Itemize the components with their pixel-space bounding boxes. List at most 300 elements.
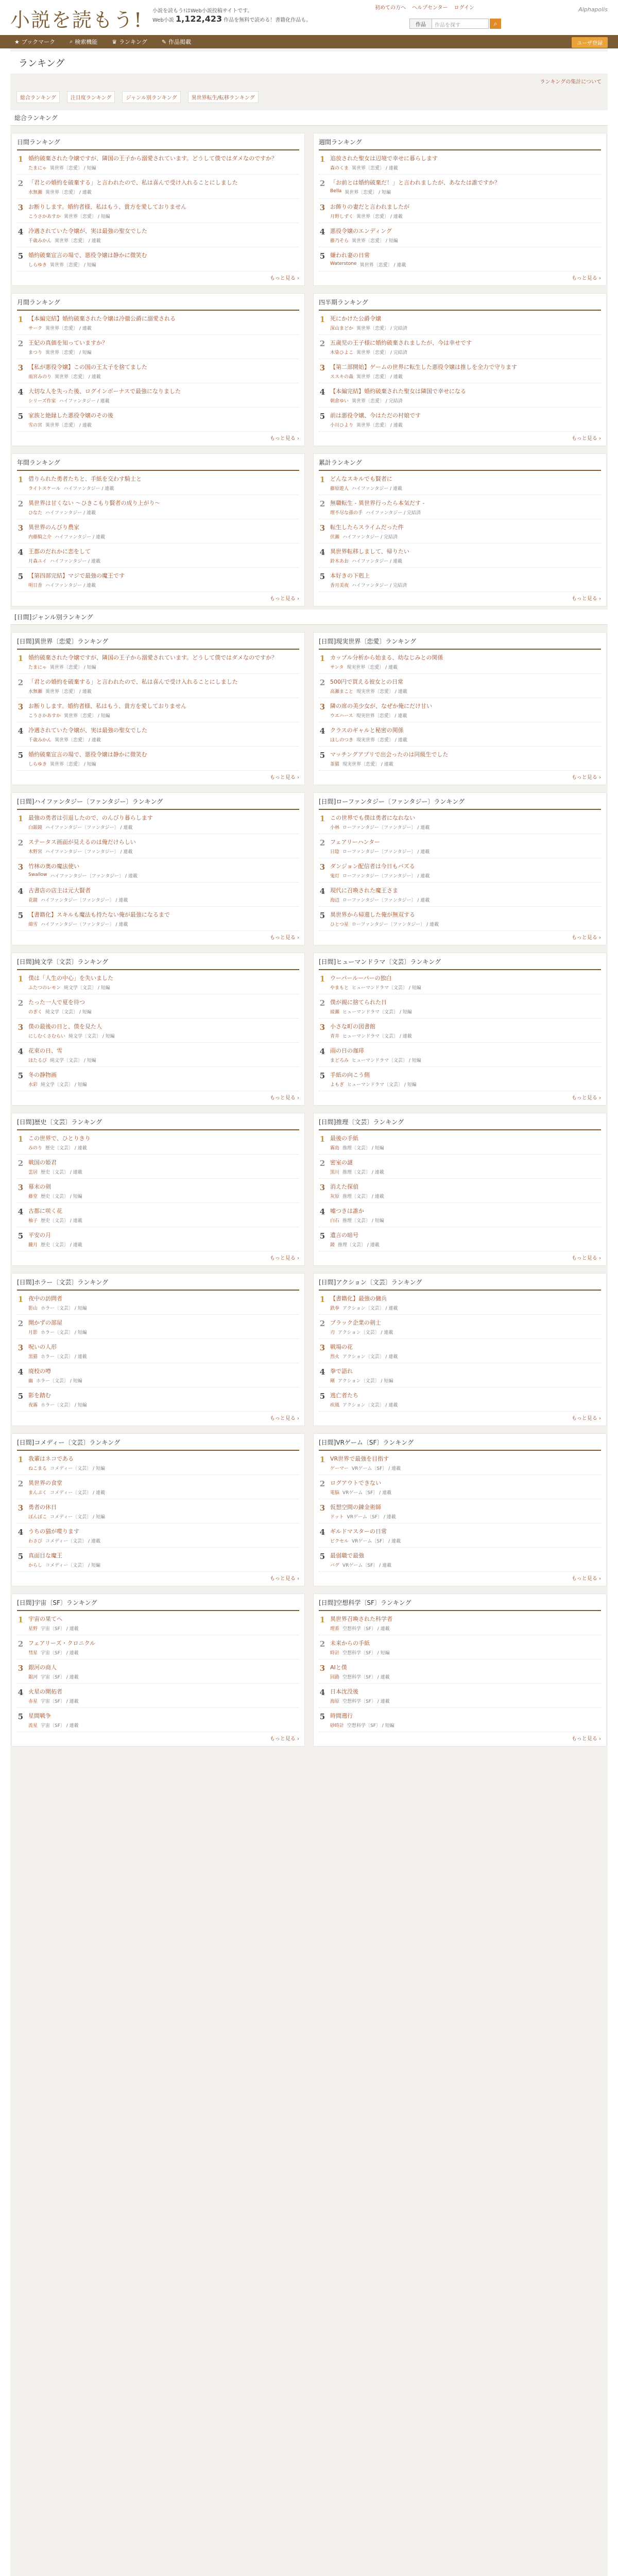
- ranking-entry: [17, 247, 299, 272]
- author-link[interactable]: 雲居: [28, 1170, 38, 1175]
- novel-title-link[interactable]: 宇宙の果てへ: [28, 1616, 62, 1622]
- more-link[interactable]: もっと見る ›: [269, 1095, 299, 1101]
- novel-title-link[interactable]: どんなスキルでも賢者に: [330, 476, 392, 482]
- entry-body: [330, 1231, 601, 1248]
- novel-title-link[interactable]: 僕は「人生の中心」を失いました: [28, 975, 113, 981]
- author-link[interactable]: 日陰: [330, 850, 340, 855]
- author-link[interactable]: たまにゃ: [28, 665, 47, 670]
- ranking-entry: [319, 1203, 601, 1227]
- more-link[interactable]: もっと見る ›: [269, 1736, 299, 1742]
- entry-body: [330, 179, 601, 195]
- nav-search[interactable]: ⌕ 検索機能: [70, 38, 98, 45]
- novel-title-link[interactable]: ダンジョン配信者は今日もバズる: [330, 863, 415, 870]
- author-link[interactable]: 理不尽な孫の手: [330, 511, 363, 516]
- novel-title-link[interactable]: 手紙の向こう側: [330, 1072, 370, 1078]
- entry-meta: [28, 712, 299, 719]
- novel-title-link[interactable]: 我輩はネコである: [28, 1455, 74, 1462]
- novel-title-link[interactable]: 戦場の花: [330, 1344, 353, 1350]
- author-link[interactable]: わさび: [28, 1539, 43, 1544]
- novel-title-link[interactable]: 影を踏む: [28, 1392, 51, 1399]
- author-link[interactable]: まんぷく: [28, 1490, 47, 1496]
- genre-label: 異世界〔恋愛〕 / 短編: [345, 190, 391, 195]
- novel-title-link[interactable]: 花束の日、雪: [28, 1047, 62, 1054]
- register-button[interactable]: ユーザ登録: [572, 37, 608, 48]
- novel-title-link[interactable]: 家族と絶縁した悪役令嬢のその後: [28, 412, 113, 419]
- author-link[interactable]: 月野しずく: [330, 214, 354, 219]
- more-link[interactable]: もっと見る ›: [571, 775, 601, 781]
- author-link[interactable]: 朝倉ゆい: [330, 399, 349, 404]
- author-link[interactable]: 綾瀬: [330, 1010, 340, 1015]
- author-link[interactable]: 海原: [330, 1699, 340, 1704]
- novel-title-link[interactable]: 小さな町の図書館: [330, 1023, 375, 1030]
- nav-publish[interactable]: ✎ 作品掲載: [161, 38, 192, 45]
- entry-body: [330, 1479, 601, 1496]
- author-link[interactable]: にしむくさむらい: [28, 1034, 66, 1039]
- novel-title-link[interactable]: 500円で買える彼女との日常: [330, 679, 403, 685]
- novel-title-link[interactable]: 【本編完結】婚約破棄された聖女は隣国で幸せになる: [330, 388, 466, 395]
- tab-attention[interactable]: 注目度ランキング: [67, 91, 115, 103]
- author-link[interactable]: 鈴木あお: [330, 559, 349, 564]
- ranking-entry: [17, 175, 299, 199]
- more-link[interactable]: もっと見る ›: [571, 935, 601, 941]
- novel-title-link[interactable]: 平安の月: [28, 1232, 51, 1239]
- novel-title-link[interactable]: 未来からの手紙: [330, 1640, 370, 1647]
- novel-title-link[interactable]: 「お前とは婚約破棄だ！」と言われましたが、あなたは誰ですか？: [330, 179, 500, 186]
- author-link[interactable]: ぽんぽこ: [28, 1515, 47, 1520]
- novel-title-link[interactable]: 死にかけた公爵令嬢: [330, 315, 381, 322]
- ranking-entry: [319, 247, 601, 272]
- novel-title-link[interactable]: 密室の謎: [330, 1159, 353, 1166]
- rank-number: 2: [18, 179, 24, 188]
- genre-label: アクション〔文芸〕 / 連載: [342, 1306, 398, 1311]
- more-link[interactable]: もっと見る ›: [571, 1576, 601, 1582]
- author-link[interactable]: たまにゃ: [28, 166, 47, 171]
- rank-number: 2: [18, 678, 24, 687]
- novel-title-link[interactable]: 転生したらスライムだった件: [330, 524, 404, 531]
- more-link[interactable]: もっと見る ›: [571, 436, 601, 442]
- author-link[interactable]: しらゆき: [28, 263, 47, 268]
- alphapolis-link[interactable]: Alphapolis: [578, 6, 608, 13]
- author-link[interactable]: ほたるび: [28, 1058, 47, 1063]
- nav-ranking[interactable]: ♛ ランキング: [112, 38, 147, 45]
- author-link[interactable]: ゲーマー: [330, 1466, 349, 1471]
- author-link[interactable]: しらゆき: [28, 762, 47, 767]
- novel-title-link[interactable]: VR世界で最強を目指す: [330, 1455, 389, 1462]
- ranking-box: [313, 792, 607, 945]
- novel-title-link[interactable]: 最強の勇者は引退したので、のんびり暮らします: [28, 815, 153, 821]
- novel-title-link[interactable]: マッチングアプリで出会ったのは同級生でした: [330, 751, 449, 758]
- novel-title-link[interactable]: 【本編完結】婚約破棄された令嬢は冷徹公爵に溺愛される: [28, 315, 176, 322]
- genre-label: 推理〔文芸〕 / 連載: [338, 1243, 380, 1248]
- author-link[interactable]: 時計: [330, 1651, 340, 1656]
- genre-label: ハイファンタジー〔ファンタジー〕 / 連載: [41, 898, 128, 903]
- author-link[interactable]: みのり: [28, 1146, 43, 1151]
- genre-label: コメディー〔文芸〕 / 短編: [50, 1466, 106, 1471]
- rank-number: 1: [18, 155, 24, 164]
- more-link[interactable]: もっと見る ›: [571, 596, 601, 602]
- novel-title-link[interactable]: ログアウトできない: [330, 1480, 381, 1486]
- novel-title-link[interactable]: 異世界は甘くない ～ひきこもり賢者の成り上がり～: [28, 500, 161, 506]
- author-link[interactable]: ピクセル: [330, 1539, 349, 1544]
- novel-title-link[interactable]: 婚約破棄宣言の場で、悪役令嬢は静かに微笑む: [28, 751, 147, 758]
- rank-number: 5: [319, 1712, 325, 1721]
- novel-title-link[interactable]: 最弱職で最強: [330, 1552, 364, 1559]
- author-link[interactable]: 流星: [28, 1723, 38, 1728]
- genre-label: 歴史〔文芸〕 / 連載: [41, 1218, 82, 1224]
- novel-title-link[interactable]: たった一人で夏を待つ: [28, 999, 85, 1006]
- more-link[interactable]: もっと見る ›: [571, 1095, 601, 1101]
- author-link[interactable]: 黒猫: [28, 1354, 38, 1360]
- author-link[interactable]: 小川ひより: [330, 423, 354, 428]
- author-link[interactable]: 木染ひよこ: [330, 350, 354, 355]
- entry-meta: [28, 848, 299, 855]
- author-link[interactable]: 森のくま: [330, 166, 349, 171]
- author-link[interactable]: Waterstone: [330, 261, 357, 266]
- ranking-entry: [17, 1130, 299, 1155]
- genre-label: ローファンタジー〔ファンタジー〕 / 連載: [351, 922, 439, 927]
- ranking-box: [11, 1433, 305, 1586]
- novel-title-link[interactable]: 逃亡者たち: [330, 1392, 358, 1399]
- author-link[interactable]: ススキの森: [330, 375, 354, 380]
- more-link[interactable]: もっと見る ›: [269, 276, 299, 281]
- link-help[interactable]: ヘルプセンター: [412, 5, 448, 11]
- novel-title-link[interactable]: 【第二部開始】ゲームの世界に転生した悪役令嬢は推しを全力で守ります: [330, 364, 517, 370]
- ranking-entry: [319, 223, 601, 247]
- rank-number: 2: [319, 1319, 325, 1328]
- ranking-entry: [319, 1611, 601, 1635]
- author-link[interactable]: ひなた: [28, 511, 43, 516]
- novel-title-link[interactable]: 消えた探偵: [330, 1183, 358, 1190]
- novel-title-link[interactable]: ウーパールーパーの独白: [330, 975, 392, 981]
- more-link[interactable]: もっと見る ›: [269, 1256, 299, 1261]
- author-link[interactable]: 伏瀬: [330, 535, 340, 540]
- author-link[interactable]: 藤乃そら: [330, 239, 349, 244]
- novel-title-link[interactable]: 竹林の奥の魔法使い: [28, 863, 79, 870]
- novel-title-link[interactable]: 異世界転移しまして、帰りたい: [330, 548, 409, 555]
- author-link[interactable]: サンタ: [330, 665, 344, 670]
- author-link[interactable]: バグ: [330, 1563, 340, 1568]
- novel-title-link[interactable]: 星間戦争: [28, 1713, 51, 1719]
- author-link[interactable]: 藤堂: [28, 1194, 38, 1199]
- novel-title-link[interactable]: 僕が親に捨てられた日: [330, 999, 387, 1006]
- author-link[interactable]: ねこまる: [28, 1466, 47, 1471]
- novel-title-link[interactable]: 【書籍化】スキルも魔法も持たない俺が最強になるまで: [28, 911, 170, 918]
- novel-title-link[interactable]: ステータス画面が見えるのは俺だけらしい: [28, 839, 136, 845]
- more-link[interactable]: もっと見る ›: [269, 935, 299, 941]
- search-input[interactable]: 作品を探す: [432, 19, 489, 29]
- author-link[interactable]: 高瀬まこと: [330, 689, 354, 694]
- novel-title-link[interactable]: 最後の手紙: [330, 1135, 358, 1142]
- novel-title-link[interactable]: フェアリーハンター: [330, 839, 381, 845]
- novel-title-link[interactable]: 拳で語れ: [330, 1368, 353, 1375]
- novel-title-link[interactable]: クラスのギャルと秘密の関係: [330, 727, 404, 734]
- author-link[interactable]: ドット: [330, 1515, 344, 1520]
- author-link[interactable]: 茶猫: [330, 762, 340, 767]
- author-link[interactable]: 綿雪: [28, 922, 38, 927]
- author-link[interactable]: のぎく: [28, 1010, 43, 1015]
- novel-title-link[interactable]: 時間遡行: [330, 1713, 353, 1719]
- author-link[interactable]: 木野宮: [28, 850, 43, 855]
- entry-body: [330, 1023, 601, 1039]
- rank-number: 4: [18, 227, 24, 236]
- author-link[interactable]: こうさかあすか: [28, 714, 61, 719]
- author-link[interactable]: 刃: [330, 1330, 335, 1335]
- entry-meta: [28, 1513, 299, 1520]
- author-link[interactable]: 白石: [330, 1218, 340, 1224]
- entry-body: [28, 1367, 299, 1384]
- novel-title-link[interactable]: お断りします。婚約者様、私はもう、貴方を愛しておりません: [28, 204, 187, 210]
- novel-title-link[interactable]: 【私が悪役令嬢】この国の王太子を捨てました: [28, 364, 147, 370]
- author-link[interactable]: こうさかあすか: [28, 214, 61, 219]
- tab-genre[interactable]: ジャンル別ランキング: [122, 91, 180, 103]
- novel-title-link[interactable]: 王妃の真価を知っていますか？: [28, 340, 108, 346]
- author-link[interactable]: 深山まどか: [330, 326, 354, 331]
- author-link[interactable]: 明日香: [28, 583, 43, 588]
- novel-title-link[interactable]: お飾りの妻だと言われましたが: [330, 204, 409, 210]
- entry-meta: [330, 237, 601, 244]
- novel-title-link[interactable]: 現代に召喚された魔王さま: [330, 887, 398, 894]
- author-link[interactable]: 藤原遊人: [330, 486, 349, 492]
- author-link[interactable]: 星野: [28, 1626, 38, 1632]
- novel-title-link[interactable]: 追放された聖女は辺境で幸せに暮らします: [330, 155, 438, 162]
- genre-label: アクション〔文芸〕 / 短編: [338, 1379, 393, 1384]
- novel-title-link[interactable]: 冷遇されていた令嬢が、実は最強の聖女でした: [28, 727, 147, 734]
- author-link[interactable]: 月森ユイ: [28, 559, 47, 564]
- author-link[interactable]: 雨宮みのり: [28, 375, 52, 380]
- ranking-box: [11, 792, 305, 945]
- author-link[interactable]: 電脳: [330, 1490, 340, 1496]
- novel-title-link[interactable]: 五歳児の王子様に婚約破棄されましたが、今は幸せです: [330, 340, 472, 346]
- novel-title-link[interactable]: 嘘つきは誰か: [330, 1208, 364, 1214]
- novel-title-link[interactable]: フェアリーズ・クロニクル: [28, 1640, 96, 1647]
- novel-title-link[interactable]: 冬の静物画: [28, 1072, 57, 1078]
- author-link[interactable]: 疾風: [330, 1403, 340, 1408]
- novel-title-link[interactable]: 婚約破棄された令嬢ですが、隣国の王子から溺愛されています。どうして僕ではダメなのですか？: [28, 654, 278, 661]
- novel-title-link[interactable]: 幕末の剣: [28, 1183, 51, 1190]
- author-link[interactable]: 黒川: [330, 1170, 340, 1175]
- rank-number: 5: [18, 251, 24, 261]
- genre-label: ヒューマンドラマ〔文芸〕 / 短編: [352, 986, 421, 991]
- novel-title-link[interactable]: 古都に咲く花: [28, 1208, 62, 1214]
- author-link[interactable]: 砂時計: [330, 1723, 345, 1728]
- novel-title-link[interactable]: 戦国の姫君: [28, 1159, 57, 1166]
- more-link[interactable]: もっと見る ›: [269, 1416, 299, 1421]
- author-link[interactable]: からし: [28, 1563, 43, 1568]
- author-link[interactable]: まどろみ: [330, 1058, 349, 1063]
- novel-title-link[interactable]: ブラック企業の剣士: [330, 1319, 381, 1326]
- nav-bookmark[interactable]: ★ ブックマーク: [14, 38, 56, 45]
- genre-label: ハイファンタジー / 連載: [55, 535, 105, 540]
- novel-title-link[interactable]: 異世界召喚された科学者: [330, 1616, 392, 1622]
- entry-meta: [330, 1465, 601, 1471]
- novel-title-link[interactable]: 雨の日の珈琲: [330, 1047, 364, 1054]
- author-link[interactable]: 赤星: [28, 1699, 38, 1704]
- novel-title-link[interactable]: 銀河の商人: [28, 1664, 57, 1671]
- author-link[interactable]: 香月美夜: [330, 583, 349, 588]
- novel-title-link[interactable]: 隣の席の美少女が、なぜか俺にだけ甘い: [330, 703, 432, 709]
- rank-number: 3: [18, 1023, 24, 1032]
- site-logo[interactable]: 小説を読もう!: [10, 9, 143, 31]
- novel-title-link[interactable]: 王都のだれかに恋をして: [28, 548, 91, 555]
- author-link[interactable]: 鏡: [330, 1243, 335, 1248]
- novel-title-link[interactable]: うちの猫が喋ります: [28, 1528, 79, 1535]
- novel-title-link[interactable]: 「君との婚約を破棄する」と言われたので、私は喜んで受け入れることにしました: [28, 679, 238, 685]
- novel-title-link[interactable]: 前は悪役令嬢、今はただの村娘です: [330, 412, 421, 419]
- novel-title-link[interactable]: 異世界から帰還した俺が無双する: [330, 911, 415, 918]
- author-link[interactable]: 千歳みかん: [28, 239, 52, 244]
- author-link[interactable]: Bella: [330, 189, 342, 194]
- author-link[interactable]: 花鏡: [28, 898, 38, 903]
- search-type-select[interactable]: 作品: [409, 19, 432, 29]
- novel-title-link[interactable]: 【書籍化】最強の傭兵: [330, 1295, 387, 1302]
- entry-meta: [330, 421, 601, 428]
- novel-title-link[interactable]: 冷遇されていた令嬢が、実は最強の聖女でした: [28, 228, 147, 234]
- novel-title-link[interactable]: 古書店の店主は元大賢者: [28, 887, 91, 894]
- author-link[interactable]: 水彩: [28, 1082, 38, 1088]
- novel-title-link[interactable]: 本好きの下剋上: [330, 572, 370, 579]
- author-link[interactable]: 水無瀬: [28, 190, 43, 195]
- ranking-entry: [319, 1708, 601, 1732]
- author-link[interactable]: 烈火: [330, 1354, 340, 1360]
- genre-label: ハイファンタジー / 連載: [45, 583, 96, 588]
- novel-title-link[interactable]: 勇者の休日: [28, 1504, 57, 1511]
- author-link[interactable]: ふたつのレモン: [28, 986, 61, 991]
- author-link[interactable]: 千歳みかん: [28, 738, 52, 743]
- more-link[interactable]: もっと見る ›: [571, 276, 601, 281]
- author-link[interactable]: 鬼灯: [330, 874, 340, 879]
- more-link[interactable]: もっと見る ›: [571, 1256, 601, 1261]
- ranking-box-title: 週間ランキング: [319, 133, 601, 150]
- novel-title-link[interactable]: AIと僕: [330, 1664, 347, 1671]
- rank-number: 1: [18, 1134, 24, 1144]
- novel-title-link[interactable]: 夜中の訪問者: [28, 1295, 62, 1302]
- author-link[interactable]: 霧島: [330, 1146, 340, 1151]
- novel-title-link[interactable]: 遺言の暗号: [330, 1232, 358, 1239]
- genre-label: ハイファンタジー / 連載: [63, 486, 114, 492]
- entry-body: [330, 387, 601, 404]
- author-link[interactable]: 柚子: [28, 1218, 38, 1224]
- link-login[interactable]: ログイン: [454, 5, 474, 11]
- link-beginners[interactable]: 初めての方へ: [375, 5, 406, 11]
- entry-body: [330, 499, 601, 516]
- author-link[interactable]: 雪の宮: [28, 423, 43, 428]
- novel-title-link[interactable]: カップル分析から始まる、幼なじみとの関係: [330, 654, 443, 661]
- ranking-box: [313, 1113, 607, 1266]
- novel-title-link[interactable]: 火星の開拓者: [28, 1688, 62, 1695]
- author-link[interactable]: 夜霧: [28, 1403, 38, 1408]
- author-link[interactable]: 灰原: [330, 1194, 340, 1199]
- more-link[interactable]: もっと見る ›: [269, 436, 299, 442]
- author-link[interactable]: 幽: [28, 1379, 33, 1384]
- novel-title-link[interactable]: 大切な人を失った後、ログインボーナスで最強になりました: [28, 388, 181, 395]
- author-link[interactable]: 小林: [330, 825, 340, 831]
- author-link[interactable]: 回路: [330, 1675, 340, 1680]
- novel-title-link[interactable]: 廃校の噂: [28, 1368, 51, 1375]
- main-content: [10, 48, 608, 2576]
- novel-title-link[interactable]: 開かずの部屋: [28, 1319, 62, 1326]
- ranking-entry: [319, 335, 601, 359]
- genre-label: コメディー〔文芸〕 / 短編: [45, 1563, 101, 1568]
- author-link[interactable]: ライトスケール: [28, 486, 61, 492]
- novel-title-link[interactable]: お断りします。婚約者様、私はもう、貴方を愛しておりません: [28, 703, 187, 709]
- author-link[interactable]: 彗星: [28, 1651, 38, 1656]
- tab-overall[interactable]: 総合ランキング: [16, 91, 60, 103]
- author-link[interactable]: ひとつ星: [330, 922, 349, 927]
- entry-body: [28, 523, 299, 540]
- novel-title-link[interactable]: 婚約破棄宣言の場で、悪役令嬢は静かに微笑む: [28, 252, 147, 259]
- novel-title-link[interactable]: この世界でも僕は勇者になれない: [330, 815, 415, 821]
- tab-isekai[interactable]: 異世界転生/転移ランキング: [188, 91, 259, 103]
- genre-label: アクション〔文芸〕 / 連載: [342, 1403, 398, 1408]
- author-link[interactable]: Swallow: [28, 872, 47, 877]
- novel-title-link[interactable]: 嫌われ妻の日常: [330, 252, 370, 259]
- novel-title-link[interactable]: 呪いの人形: [28, 1344, 57, 1350]
- author-link[interactable]: 水無瀬: [28, 689, 43, 694]
- novel-title-link[interactable]: 【第四部完結】マジで最強の魔王です: [28, 572, 125, 579]
- novel-title-link[interactable]: 「君との婚約を破棄する」と言われたので、私は喜んで受け入れることにしました: [28, 179, 238, 186]
- novel-title-link[interactable]: 借りられた勇者たちと、手紙を交わす騎士と: [28, 476, 142, 482]
- search-button[interactable]: [490, 19, 501, 29]
- entry-body: [28, 974, 299, 991]
- novel-title-link[interactable]: 悪役令嬢のエンディング: [330, 228, 392, 234]
- author-link[interactable]: 月影: [28, 1330, 38, 1335]
- author-link[interactable]: ウエハース: [330, 714, 353, 719]
- novel-title-link[interactable]: 仮想空間の錬金術師: [330, 1504, 381, 1511]
- rank-number: 2: [319, 678, 325, 687]
- author-link[interactable]: 理系: [330, 1626, 340, 1632]
- author-link[interactable]: 内藤騎之介: [28, 535, 52, 540]
- ranking-box: [313, 953, 607, 1106]
- author-link[interactable]: やまもと: [330, 986, 349, 991]
- author-link[interactable]: 海辺: [330, 898, 340, 903]
- more-link[interactable]: もっと見る ›: [269, 596, 299, 602]
- author-link[interactable]: 青井: [330, 1034, 340, 1039]
- author-link[interactable]: ほしのつき: [330, 738, 354, 743]
- ranking-entry: [319, 834, 601, 858]
- novel-title-link[interactable]: 異世界のんびり農家: [28, 524, 79, 531]
- more-link[interactable]: もっと見る ›: [571, 1736, 601, 1742]
- author-link[interactable]: サーク: [28, 326, 43, 331]
- novel-title-link[interactable]: ギルドマスターの日常: [330, 1528, 387, 1535]
- novel-title-link[interactable]: この世界で、ひとりきり: [28, 1135, 91, 1142]
- novel-title-link[interactable]: 真面目な魔王: [28, 1552, 62, 1559]
- author-link[interactable]: まつり: [28, 350, 43, 355]
- novel-title-link[interactable]: 無職転生 - 異世界行ったら本気だす -: [330, 500, 425, 506]
- entry-meta: [28, 824, 299, 831]
- genre-label: VRゲーム〔SF〕 / 連載: [342, 1563, 392, 1568]
- novel-title-link[interactable]: 婚約破棄された令嬢ですが、隣国の王子から溺愛されています。どうして僕ではダメなのですか？: [28, 155, 278, 162]
- novel-title-link[interactable]: 僕の最後の日と、僕を見た人: [28, 1023, 102, 1030]
- author-link[interactable]: 朧月: [28, 1243, 38, 1248]
- author-link[interactable]: 銀河: [28, 1675, 38, 1680]
- genre-label: 異世界〔恋愛〕 / 連載: [45, 689, 92, 694]
- entry-meta: [28, 1377, 299, 1384]
- novel-title-link[interactable]: 日本沈没後: [330, 1688, 358, 1695]
- more-link[interactable]: もっと見る ›: [571, 1416, 601, 1421]
- author-link[interactable]: 影山: [28, 1306, 38, 1311]
- author-link[interactable]: 白銀鏡: [28, 825, 43, 831]
- ranking-entry: [319, 1019, 601, 1043]
- ranking-about-link[interactable]: ランキングの集計について: [540, 79, 602, 85]
- author-link[interactable]: よもぎ: [330, 1082, 345, 1088]
- more-link[interactable]: もっと見る ›: [269, 1576, 299, 1582]
- entry-meta: [28, 1698, 299, 1704]
- author-link[interactable]: シリーズ作家: [28, 399, 56, 404]
- novel-title-link[interactable]: 異世界の食堂: [28, 1480, 62, 1486]
- more-link[interactable]: もっと見る ›: [269, 775, 299, 781]
- author-link[interactable]: 剛: [330, 1379, 335, 1384]
- author-link[interactable]: 鉄拳: [330, 1306, 340, 1311]
